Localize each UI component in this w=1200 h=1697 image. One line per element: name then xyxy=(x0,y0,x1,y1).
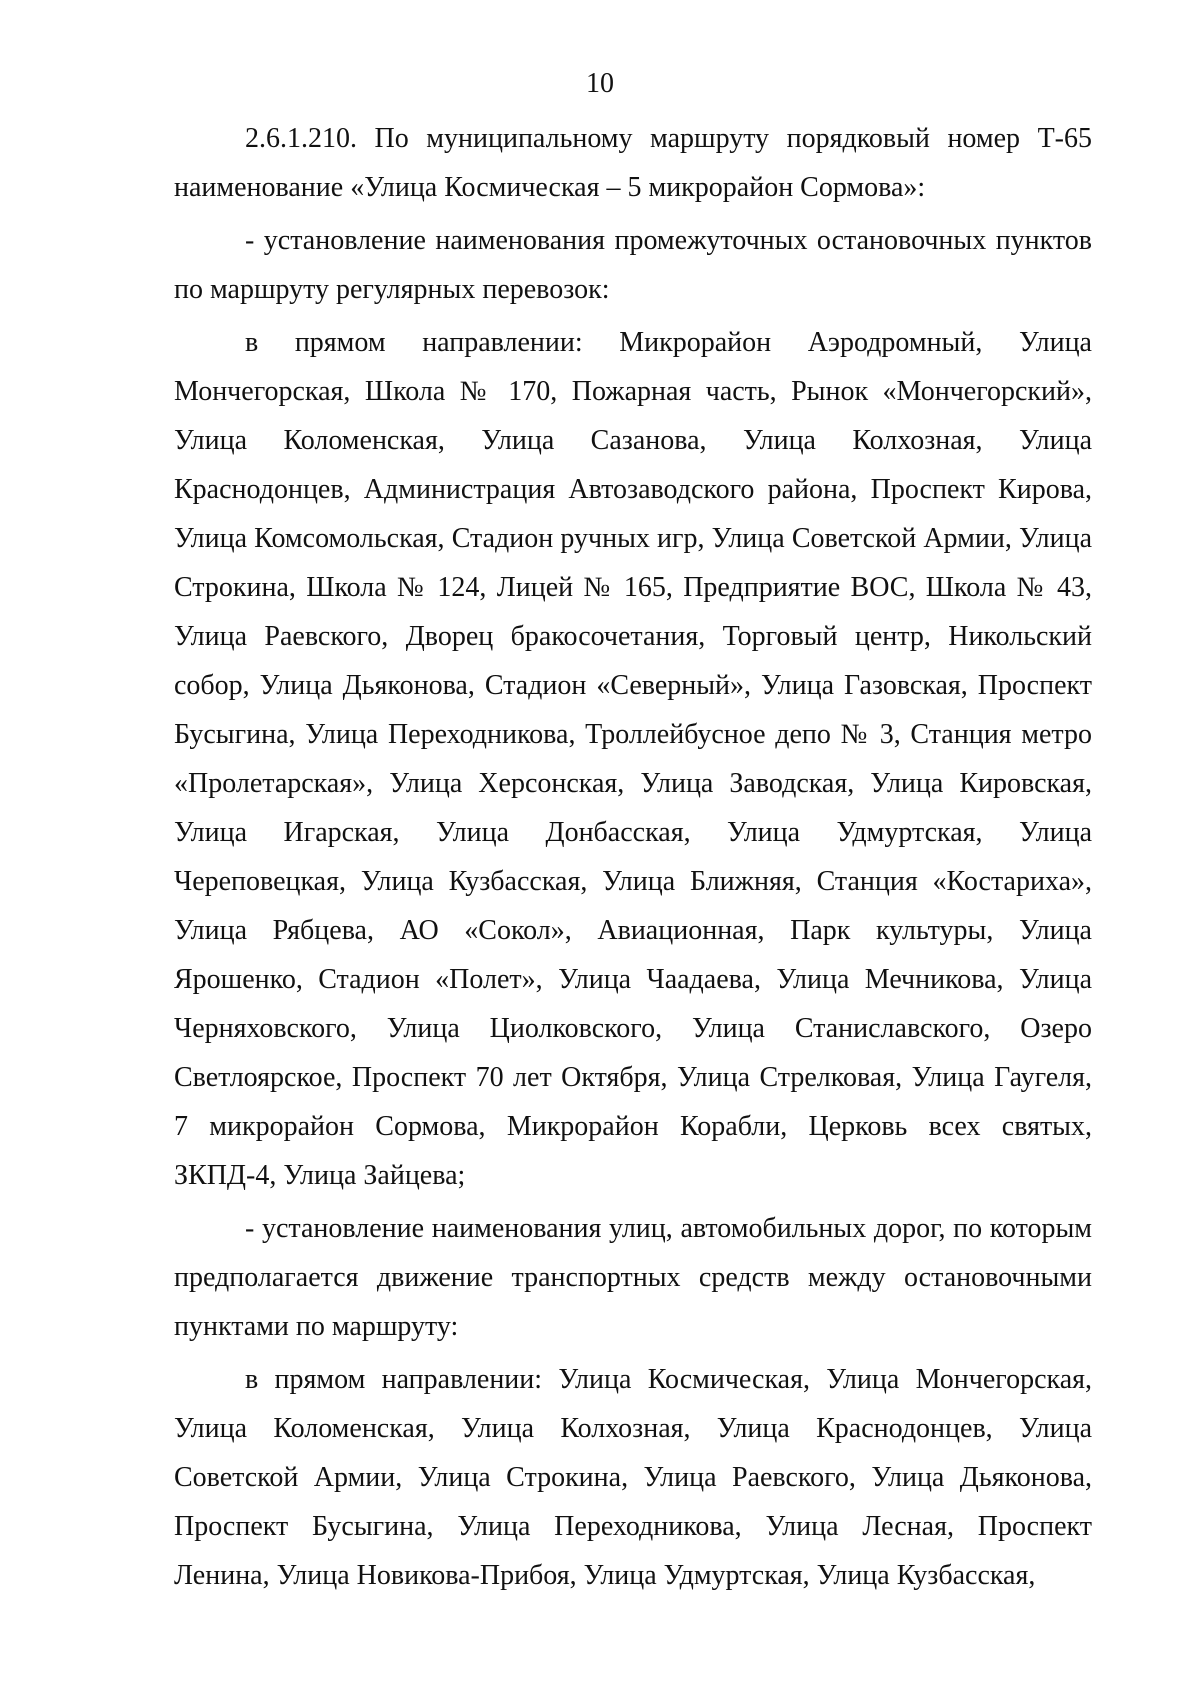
page-number: 10 xyxy=(586,68,614,99)
paragraph-streets-forward: в прямом направлении: Улица Космическая, Улица Мончегорская, Улица Коломенская, Улица Колхозная, Улица Краснодонцев, Улица Советской Армии, Улица Строкина, Улица Раевского, Улица Дьяконова, Проспект Бусыгина, Улица Переходникова, Улица Лесная, Проспект Ленина, Улица Новикова-Прибоя, Улица Удмуртская, Улица Кузбасская, xyxy=(174,1364,1092,1591)
document-body xyxy=(174,114,1092,1604)
paragraph-route-title: 2.6.1.210. По муниципальному маршруту порядковый номер Т-65 наименование «Улица Космическая – 5 микрорайон Сормова»: xyxy=(174,123,1092,203)
paragraph-stops-forward: в прямом направлении: Микрорайон Аэродромный, Улица Мончегорская, Школа № 170, Пожарная часть, Рынок «Мончегорский», Улица Коломенская, Улица Сазанова, Улица Колхозная, Улица Краснодонцев, Администрация Автозаводского района, Проспект Кирова, Улица Комсомольская, Стадион ручных игр, Улица Советской Армии, Улица Строкина, Школа № 124, Лицей № 165, Предприятие ВОС, Школа № 43, Улица Раевского, Дворец бракосочетания, Торговый центр, Никольский собор, Улица Дьяконова, Стадион «Северный», Улица Газовская, Проспект Бусыгина, Улица Переходникова, Троллейбусное депо № 3, Станция метро «Пролетарская», Улица Херсонская, Улица Заводская, Улица Кировская, Улица Игарская, Улица Донбасская, Улица Удмуртская, Улица Череповецкая, Улица Кузбасская, Улица Ближняя, Станция «Костариха», Улица Рябцева, АО «Сокол», Авиационная, Парк культуры, Улица Ярошенко, Стадион «Полет», Улица Чаадаева, Улица Мечникова, Улица Черняховского, Улица Циолковского, Улица Станиславского, Озеро Светлоярское, Проспект 70 лет Октября, Улица Стрелковая, Улица Гаугеля, 7 микрорайон Сормова, Микрорайон Корабли, Церковь всех святых, ЗКПД-4, Улица Зайцева; xyxy=(174,327,1092,1191)
paragraph-stops-heading: - установление наименования промежуточных остановочных пунктов по маршруту регулярных перевозок: xyxy=(174,225,1092,305)
paragraph-streets-heading: - установление наименования улиц, автомобильных дорог, по которым предполагается движение транспортных средств между остановочными пунктами по маршруту: xyxy=(174,1213,1092,1342)
